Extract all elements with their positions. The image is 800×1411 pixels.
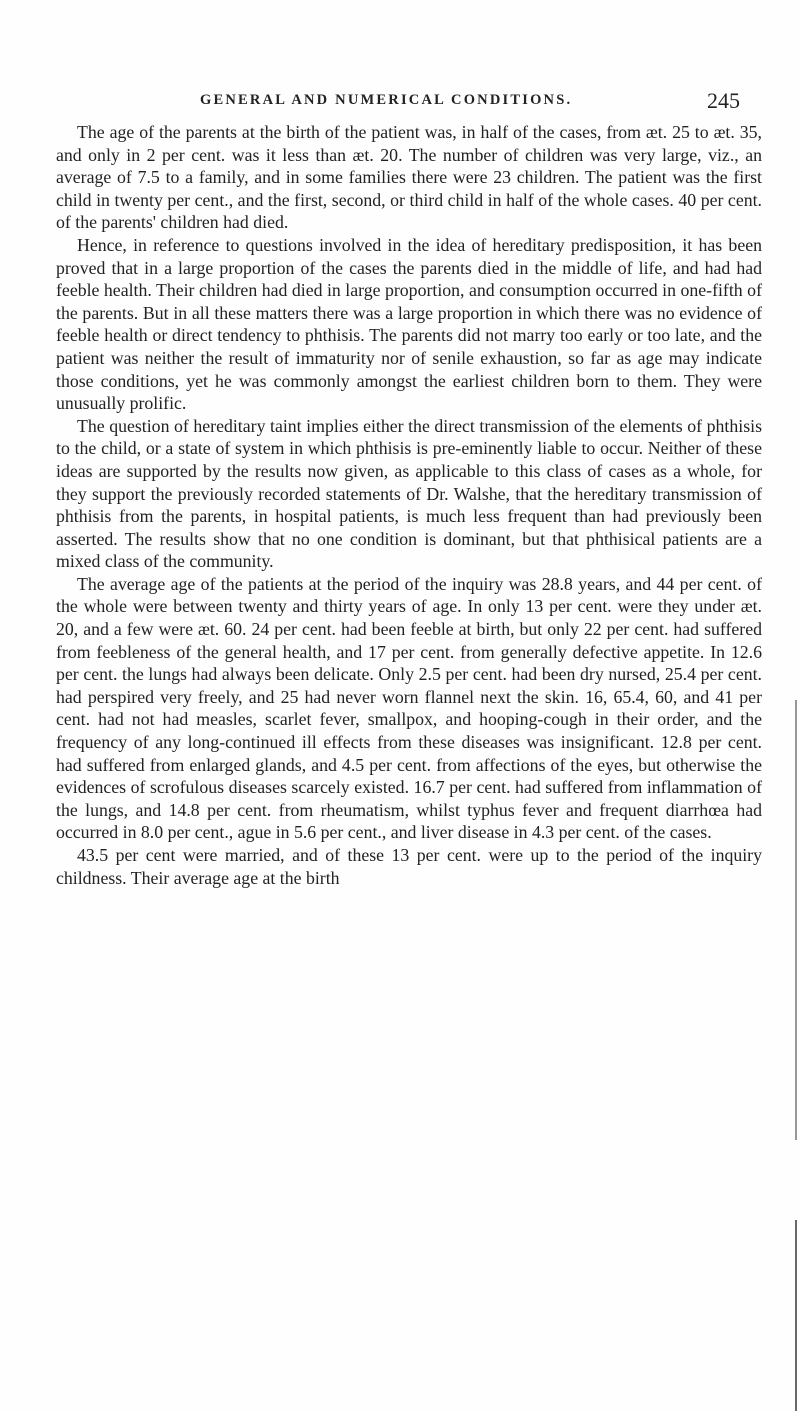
paragraph-married-patients: 43.5 per cent were married, and of these 13 per cent. were up to the period of the inquiry childness. Their average age at the birth bbox=[56, 845, 762, 888]
paragraph-parents-age: The age of the parents at the birth of the patient was, in half of the cases, from æt. 25 to æt. 35, and only in 2 per cent. was it less than æt. 20. The number of children was very large, viz., an average of 7.5 to a family, and in some families there were 23 children. The patient was the first child in twenty per cent., and the first, second, or third child in half of the whole cases. 40 per cent. of the parents' children had died. bbox=[56, 122, 762, 233]
page-edge-shadow bbox=[795, 700, 797, 1140]
page-edge-shadow bbox=[795, 1220, 797, 1411]
page-number: 245 bbox=[707, 88, 740, 113]
running-head-title: GENERAL AND NUMERICAL CONDITIONS. bbox=[200, 92, 573, 108]
body-text bbox=[56, 121, 762, 889]
running-head bbox=[200, 88, 740, 116]
paragraph-hereditary-predisposition: Hence, in reference to questions involved in the idea of hereditary predisposition, it has been proved that in a large proportion of the cases the parents died in the middle of life, and had had feeble health. Their children had died in large proportion, and consumption occurred in one-fifth of the parents. But in all these matters there was a large proportion in which there was no evidence of feeble health or direct tendency to phthisis. The parents did not marry too early or too late, and the patient was neither the result of immaturity nor of senile exhaustion, so far as age may indicate those conditions, yet he was commonly amongst the earliest children born to them. They were unusually prolific. bbox=[56, 234, 762, 414]
paragraph-hereditary-taint: The question of hereditary taint implies either the direct transmission of the elements of phthisis to the child, or a state of system in which phthisis is pre-eminently liable to occur. Neither of these ideas are supported by the results now given, as applicable to this class of cases as a whole, for they support the previously recorded statements of Dr. Walshe, that the hereditary transmission of phthisis from the parents, in hospital patients, is much less frequent than had previously been asserted. The results show that no one condition is dominant, but that phthisical patients are a mixed class of the community. bbox=[56, 415, 762, 572]
paragraph-patient-statistics: The average age of the patients at the period of the inquiry was 28.8 years, and 44 per cent. of the whole were between twenty and thirty years of age. In only 13 per cent. were they under æt. 20, and a few were æt. 60. 24 per cent. had been feeble at birth, but only 22 per cent. had suffered from feebleness of the general health, and 17 per cent. from generally defective appetite. In 12.6 per cent. the lungs had always been delicate. Only 2.5 per cent. had been dry nursed, 25.4 per cent. had perspired very freely, and 25 had never worn flannel next the skin. 16, 65.4, 60, and 41 per cent. had not had measles, scarlet fever, smallpox, and hooping-cough in their order, and the frequency of any long-continued ill effects from these diseases was insignificant. 12.8 per cent. had suffered from enlarged glands, and 4.5 per cent. from affections of the eyes, but otherwise the evidences of scrofulous diseases scarcely existed. 16.7 per cent. had suffered from inflammation of the lungs, and 14.8 per cent. from rheumatism, whilst typhus fever and frequent diarrhœa had occurred in 8.0 per cent., ague in 5.6 per cent., and liver disease in 4.3 per cent. of the cases. bbox=[56, 573, 762, 843]
